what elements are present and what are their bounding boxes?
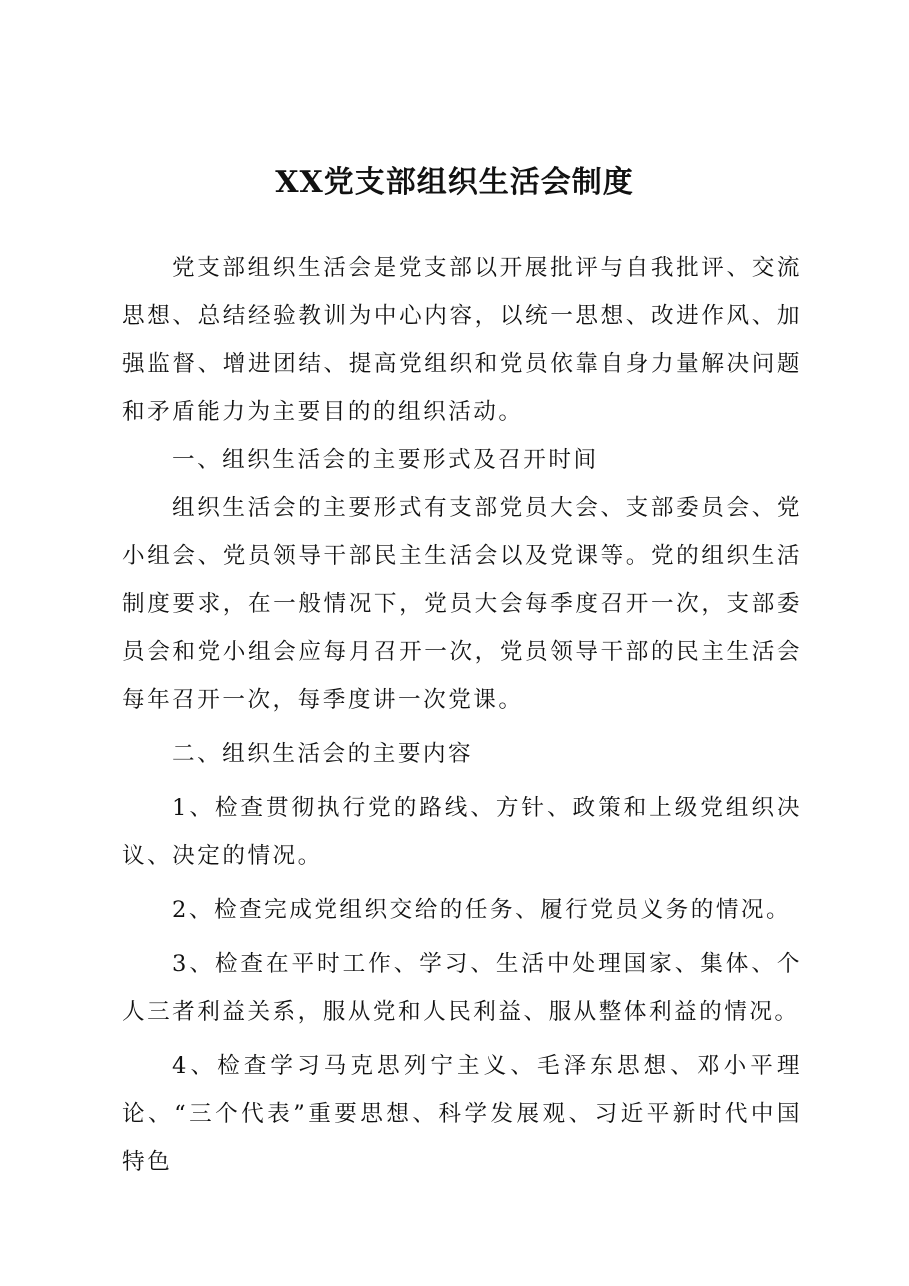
- list-item-2: 2、检查完成党组织交给的任务、履行党员义务的情况。: [172, 897, 792, 923]
- list-item-4: 4、检查学习马克思列宁主义、毛泽东思想、邓小平理论、“三个代表”重要思想、科学发展观、习近平新时代中国特色: [122, 1053, 802, 1175]
- section-heading-1: 一、组织生活会的主要形式及召开时间: [172, 447, 599, 473]
- intro-paragraph: 党支部组织生活会是党支部以开展批评与自我批评、交流思想、总结经验教训为中心内容，以统一思想、改进作风、加强监督、增进团结、提高党组织和党员依靠自身力量解决问题和矛盾能力为主要目的的组织活动。: [122, 255, 802, 425]
- document-body: [122, 244, 802, 1186]
- list-item-3: 3、检查在平时工作、学习、生活中处理国家、集体、个人三者利益关系，服从党和人民利益、服从整体利益的情况。: [122, 951, 802, 1025]
- document-title: XX党支部组织生活会制度: [275, 165, 634, 200]
- list-item-1: 1、检查贯彻执行党的路线、方针、政策和上级党组织决议、决定的情况。: [122, 795, 802, 869]
- section-1-paragraph: 组织生活会的主要形式有支部党员大会、支部委员会、党小组会、党员领导干部民主生活会以及党课等。党的组织生活制度要求，在一般情况下，党员大会每季度召开一次，支部委员会和党小组会应每月召开一次，党员领导干部的民主生活会每年召开一次，每季度讲一次党课。: [122, 495, 802, 713]
- section-heading-2: 二、组织生活会的主要内容: [172, 741, 474, 767]
